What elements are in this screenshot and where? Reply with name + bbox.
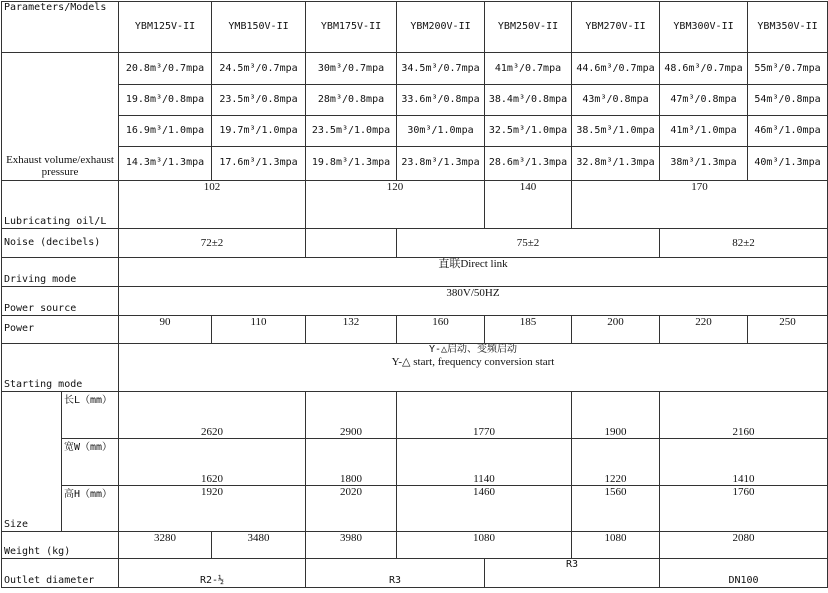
outlet-value: DN100 [660,558,828,587]
model-header: YBM250V-II [485,2,572,53]
outlet-row [2,558,828,587]
power-value: 90 [119,315,212,343]
exhaust-label: Exhaust volume/exhaust pressure [2,53,119,180]
params-models-label: Parameters/Models [2,2,119,53]
exhaust-row [2,115,828,146]
exhaust-cell: 33.6m³/0.8mpa [397,84,485,115]
exhaust-cell: 24.5m³/0.7mpa [212,53,306,84]
driving-label: Driving mode [2,258,119,287]
size-height-value: 2020 [306,486,397,532]
weight-value: 3480 [212,532,306,558]
power-value: 132 [306,315,397,343]
exhaust-cell: 17.6m³/1.3mpa [212,147,306,180]
exhaust-cell: 28.6m³/1.3mpa [485,147,572,180]
weight-value: 1080 [572,532,660,558]
exhaust-cell: 38.4m³/0.8mpa [485,84,572,115]
exhaust-cell: 41m³/1.0mpa [660,115,748,146]
exhaust-cell: 23.5m³/0.8mpa [212,84,306,115]
noise-value: 72±2 [119,228,306,257]
size-length-value: 1770 [397,392,572,438]
model-header: YMB150V-II [212,2,306,53]
exhaust-cell: 19.8m³/0.8mpa [119,84,212,115]
spec-table [1,1,828,588]
model-header: YBM300V-II [660,2,748,53]
size-length-value: 2620 [119,392,306,438]
lubricating-value: 102 [119,180,306,228]
size-width-label: 宽W（mm） [62,438,119,485]
size-height-value: 1560 [572,486,660,532]
power-source-row [2,287,828,315]
lubricating-value: 170 [572,180,828,228]
power-value: 185 [485,315,572,343]
exhaust-cell: 44.6m³/0.7mpa [572,53,660,84]
noise-label: Noise (decibels) [2,228,119,257]
starting-label: Starting mode [2,343,119,391]
size-height-value: 1920 [119,486,306,532]
header-row [2,2,828,53]
power-label: Power [2,315,119,343]
size-width-value: 1800 [306,438,397,485]
noise-value: 75±2 [397,228,660,257]
power-value: 110 [212,315,306,343]
lubricating-row [2,180,828,228]
starting-value [119,343,828,391]
exhaust-cell: 30m³/1.0mpa [397,115,485,146]
model-header: YBM350V-II [748,2,828,53]
exhaust-cell: 28m³/0.8mpa [306,84,397,115]
exhaust-cell: 19.8m³/1.3mpa [306,147,397,180]
outlet-value: R2-½ [119,558,306,587]
size-length-value: 2900 [306,392,397,438]
exhaust-cell: 20.8m³/0.7mpa [119,53,212,84]
starting-value-cn: Y-△启动、变频启动 [428,343,518,355]
starting-row [2,343,828,391]
exhaust-cell: 55m³/0.7mpa [748,53,828,84]
size-width-value: 1620 [119,438,306,485]
size-height-row [2,486,828,532]
power-value: 160 [397,315,485,343]
model-header: YBM200V-II [397,2,485,53]
power-source-label: Power source [2,287,119,315]
power-value: 250 [748,315,828,343]
size-width-row [2,438,828,485]
noise-value: 82±2 [660,228,828,257]
exhaust-cell: 38m³/1.3mpa [660,147,748,180]
noise-row [2,228,828,257]
lubricating-value: 140 [485,180,572,228]
size-height-label: 高H（mm） [62,486,119,532]
power-row [2,315,828,343]
starting-value-en: Y-△ start, frequency conversion start [391,355,555,368]
weight-row [2,532,828,558]
exhaust-cell: 46m³/1.0mpa [748,115,828,146]
size-length-value: 2160 [660,392,828,438]
weight-value: 3980 [306,532,397,558]
model-header: YBM125V-II [119,2,212,53]
size-width-value: 1220 [572,438,660,485]
exhaust-cell: 40m³/1.3mpa [748,147,828,180]
model-header: YBM270V-II [572,2,660,53]
exhaust-cell: 54m³/0.8mpa [748,84,828,115]
exhaust-cell: 19.7m³/1.0mpa [212,115,306,146]
exhaust-cell: 23.8m³/1.3mpa [397,147,485,180]
exhaust-cell: 38.5m³/1.0mpa [572,115,660,146]
size-label: Size [2,392,62,532]
weight-value: 2080 [660,532,828,558]
weight-value: 1080 [397,532,572,558]
exhaust-cell: 23.5m³/1.0mpa [306,115,397,146]
lubricating-value: 120 [306,180,485,228]
exhaust-cell: 47m³/0.8mpa [660,84,748,115]
noise-empty-cell [306,228,397,257]
outlet-label: Outlet diameter [2,558,119,587]
exhaust-cell: 14.3m³/1.3mpa [119,147,212,180]
size-length-value: 1900 [572,392,660,438]
size-length-row [2,392,828,438]
exhaust-cell: 34.5m³/0.7mpa [397,53,485,84]
driving-value: 直联Direct link [119,258,828,287]
size-width-value: 1410 [660,438,828,485]
size-height-value: 1760 [660,486,828,532]
lubricating-label: Lubricating oil/L [2,180,119,228]
exhaust-cell: 16.9m³/1.0mpa [119,115,212,146]
weight-label: Weight (kg) [2,532,119,558]
driving-row [2,258,828,287]
exhaust-row [2,147,828,180]
size-height-value: 1460 [397,486,572,532]
size-width-value: 1140 [397,438,572,485]
exhaust-cell: 32.8m³/1.3mpa [572,147,660,180]
size-length-label: 长L（mm） [62,392,119,438]
weight-value: 3280 [119,532,212,558]
exhaust-cell: 48.6m³/0.7mpa [660,53,748,84]
exhaust-row [2,84,828,115]
power-source-value: 380V/50HZ [119,287,828,315]
exhaust-cell: 30m³/0.7mpa [306,53,397,84]
exhaust-cell: 41m³/0.7mpa [485,53,572,84]
model-header: YBM175V-II [306,2,397,53]
exhaust-row [2,53,828,84]
outlet-value: R3 [306,558,485,587]
power-value: 220 [660,315,748,343]
power-value: 200 [572,315,660,343]
exhaust-cell: 32.5m³/1.0mpa [485,115,572,146]
exhaust-cell: 43m³/0.8mpa [572,84,660,115]
outlet-value: R3 [485,558,660,587]
